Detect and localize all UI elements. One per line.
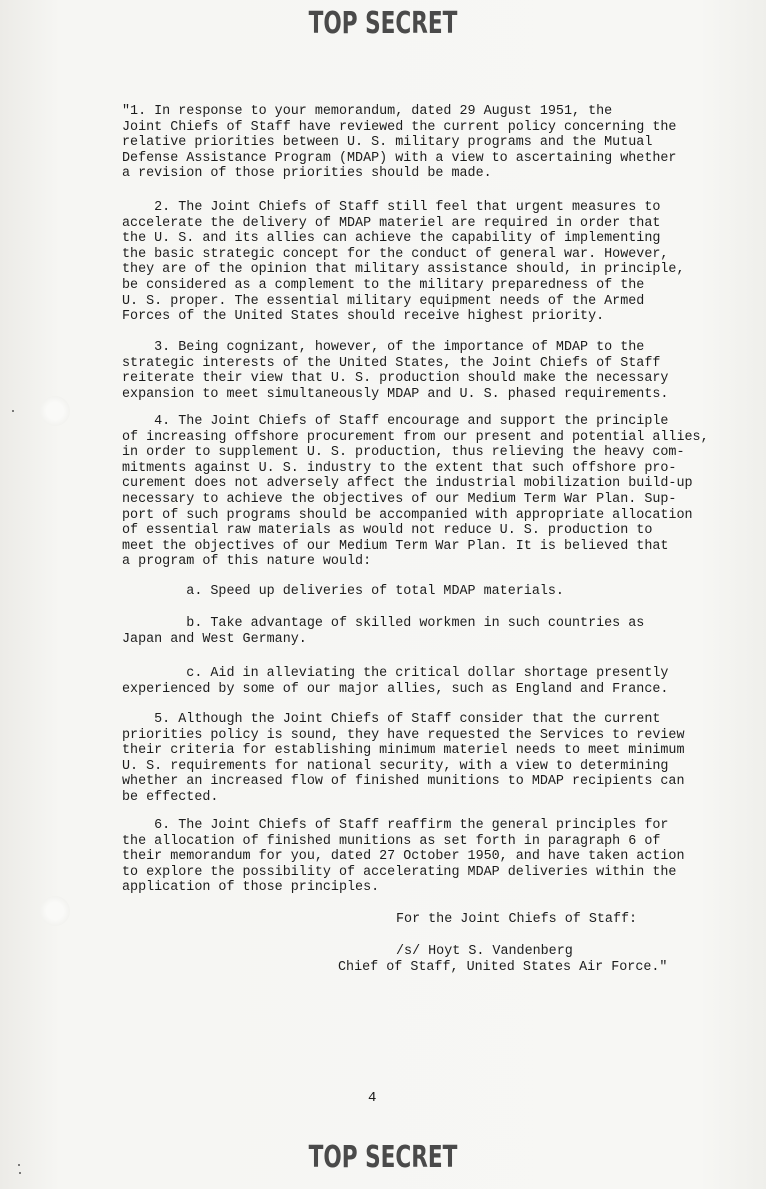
paragraph-4c: c. Aid in alleviating the critical dollar shortage presently experienced by some of our major allies, such as England and France. [122,666,669,697]
classification-header: TOP SECRET [308,6,458,41]
paragraph-6: 6. The Joint Chiefs of Staff reaffirm the general principles for the allocation of finished munitions as set forth in paragraph 6 of their memorandum for you, dated 27 October 1950, and have taken action to explore the possibility of accelerating MDAP deliveries within the application of those principles. [122,818,685,896]
signature-title: Chief of Staff, United States Air Force." [338,960,668,975]
scan-speck [18,1164,20,1166]
paragraph-2: 2. The Joint Chiefs of Staff still feel that urgent measures to accelerate the delivery of MDAP materiel are required in order that the U. S. and its allies can achieve the capability of implementing the basic strategic concept for the conduct of general war. However, they are of the opinion that military assistance should, in principle, be considered as a complement to the military preparedness of the U. S. proper. The essential military equipment needs of the Armed Forces of the United States should receive highest priority. [122,200,685,325]
signature-name: /s/ Hoyt S. Vandenberg [396,944,573,959]
punch-hole [40,896,70,926]
paragraph-5: 5. Although the Joint Chiefs of Staff consider that the current priorities policy is sound, they have requested the Services to review their criteria for establishing minimum materiel needs to meet minimum U. S. requirements for national security, with a view to determining whether an increased flow of finished munitions to MDAP recipients can be effected. [122,712,685,805]
paragraph-1: "1. In response to your memorandum, dated 29 August 1951, the Joint Chiefs of Staff have reviewed the current policy concerning the relative priorities between U. S. military programs and the Mutual Defense Assistance Program (MDAP) with a view to ascertaining whether a revision of those priorities should be made. [122,104,677,182]
scan-speck [12,410,14,412]
paragraph-3: 3. Being cognizant, however, of the importance of MDAP to the strategic interests of the United States, the Joint Chiefs of Staff reiterate their view that U. S. production should make the necessary expansion to meet simultaneously MDAP and U. S. phased requirements. [122,340,669,402]
paragraph-4a: a. Speed up deliveries of total MDAP materials. [122,584,564,599]
paragraph-4b: b. Take advantage of skilled workmen in such countries as Japan and West Germany. [122,616,645,647]
classification-footer: TOP SECRET [308,1140,458,1175]
page-number: 4 [368,1090,377,1106]
signature-for-line: For the Joint Chiefs of Staff: [396,912,638,927]
paragraph-4: 4. The Joint Chiefs of Staff encourage and support the principle of increasing offshore procurement from our present and potential allies, in order to supplement U. S. production, thus relieving the heavy com- mitments against U. S. industry to the extent that such offshore pro- curement does not adversely affect the industrial mobilization build-up necessary to achieve the objectives of our Medium Term War Plan. Sup- port of such programs should be accompanied with appropriate allocation of essential raw materials as would not reduce U. S. production to meet the objectives of our Medium Term War Plan. It is believed that a program of this nature would: [122,414,709,570]
scan-speck [19,1172,21,1174]
punch-hole [40,396,70,426]
